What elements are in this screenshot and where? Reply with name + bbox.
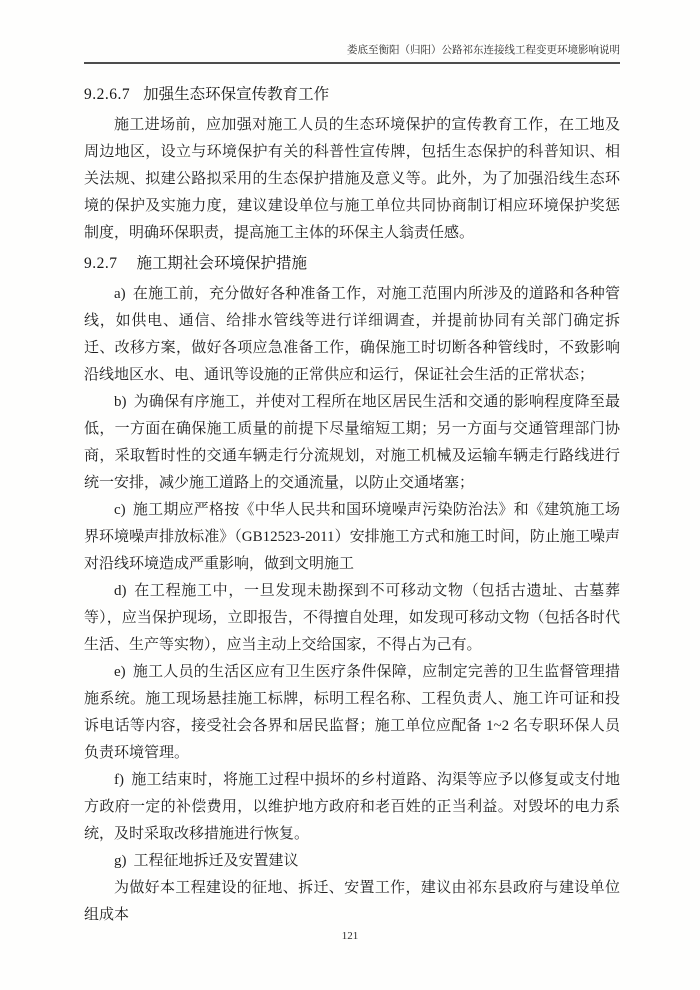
item-text: 在工程施工中，一旦发现未勘探到不可移动文物（包括古遗址、古墓葬等），应当保护现场，立即报告，不得擅自处理，如发现可移动文物（包括各时代生活、生产等实物），应当主动上交给国家，不得占为己有。 [84, 583, 620, 653]
list-item-g [84, 848, 620, 875]
list-item-b [84, 389, 620, 497]
item-label: a) [114, 286, 126, 302]
page-header [84, 44, 620, 64]
page-number: 121 [341, 930, 359, 942]
item-label: d) [114, 583, 127, 599]
section-heading-9267 [84, 84, 620, 106]
item-text: 工程征地拆迁及安置建议 [133, 853, 299, 869]
section-number: 9.2.7 [84, 255, 118, 272]
item-label: e) [114, 664, 126, 680]
item-label: b) [114, 394, 127, 410]
running-head: 娄底至衡阳（归阳）公路祁东连接线工程变更环境影响说明 [347, 45, 620, 56]
closing-paragraph: 为做好本工程建设的征地、拆迁、安置工作，建议由祁东县政府与建设单位组成本 [84, 880, 620, 923]
section-title: 加强生态环保宣传教育工作 [143, 86, 330, 103]
section-heading-927 [84, 253, 620, 275]
item-text: 在施工前，充分做好各种准备工作，对施工范围内所涉及的道路和各种管线，如供电、通信、给排水管线等进行详细调查，并提前协同有关部门确定拆迁、改移方案，做好各项应急准备工作，确保施工时切断各种管线时，不致影响沿线地区水、电、通讯等设施的正常供应和运行，保证社会生活的正常状态； [84, 286, 620, 383]
section-number: 9.2.6.7 [84, 86, 131, 103]
section-title: 施工期社会环境保护措施 [136, 255, 308, 272]
item-text: 施工人员的生活区应有卫生医疗条件保障，应制定完善的卫生监督管理措施系统。施工现场悬挂施工标牌，标明工程名称、工程负责人、施工许可证和投诉电话等内容，接受社会各界和居民监督；施工单位应配备 1~2 名专职环保人员负责环境管理。 [84, 664, 620, 761]
item-label: c) [114, 502, 126, 518]
item-label: g) [114, 853, 127, 869]
list-item-e [84, 659, 620, 767]
item-label: f) [114, 772, 124, 788]
item-text: 为确保有序施工，并使对工程所在地区居民生活和交通的影响程度降至最低，一方面在确保施工质量的前提下尽量缩短工期；另一方面与交通管理部门协商，采取暂时性的交通车辆走行分流规划，对施工机械及运输车辆走行路线进行统一安排，减少施工道路上的交通流量，以防止交通堵塞； [84, 394, 620, 491]
paragraph: 施工进场前，应加强对施工人员的生态环境保护的宣传教育工作，在工地及周边地区，设立与环境保护有关的科普性宣传牌，包括生态保护的科普知识、相关法规、拟建公路拟采用的生态保护措施及意义等。此外，为了加强沿线生态环境的保护及实施力度，建议建设单位与施工单位共同协商制订相应环境保护奖惩制度，明确环保职责，提高施工主体的环保主人翁责任感。 [84, 117, 620, 241]
list-item-c [84, 497, 620, 578]
list-item-d [84, 578, 620, 659]
header-rule [84, 62, 620, 64]
list-item-a [84, 281, 620, 389]
item-text: 施工期应严格按《中华人民共和国环境噪声污染防治法》和《建筑施工场界环境噪声排放标准》（GB12523-2011）安排施工方式和施工时间，防止施工噪声对沿线环境造成严重影响，做到文明施工 [84, 502, 620, 572]
item-text: 施工结束时，将施工过程中损坏的乡村道路、沟渠等应予以修复或支付地方政府一定的补偿费用，以维护地方政府和老百姓的正当利益。对毁坏的电力系统，及时采取改移措施进行恢复。 [84, 772, 620, 842]
list-item-f [84, 767, 620, 848]
